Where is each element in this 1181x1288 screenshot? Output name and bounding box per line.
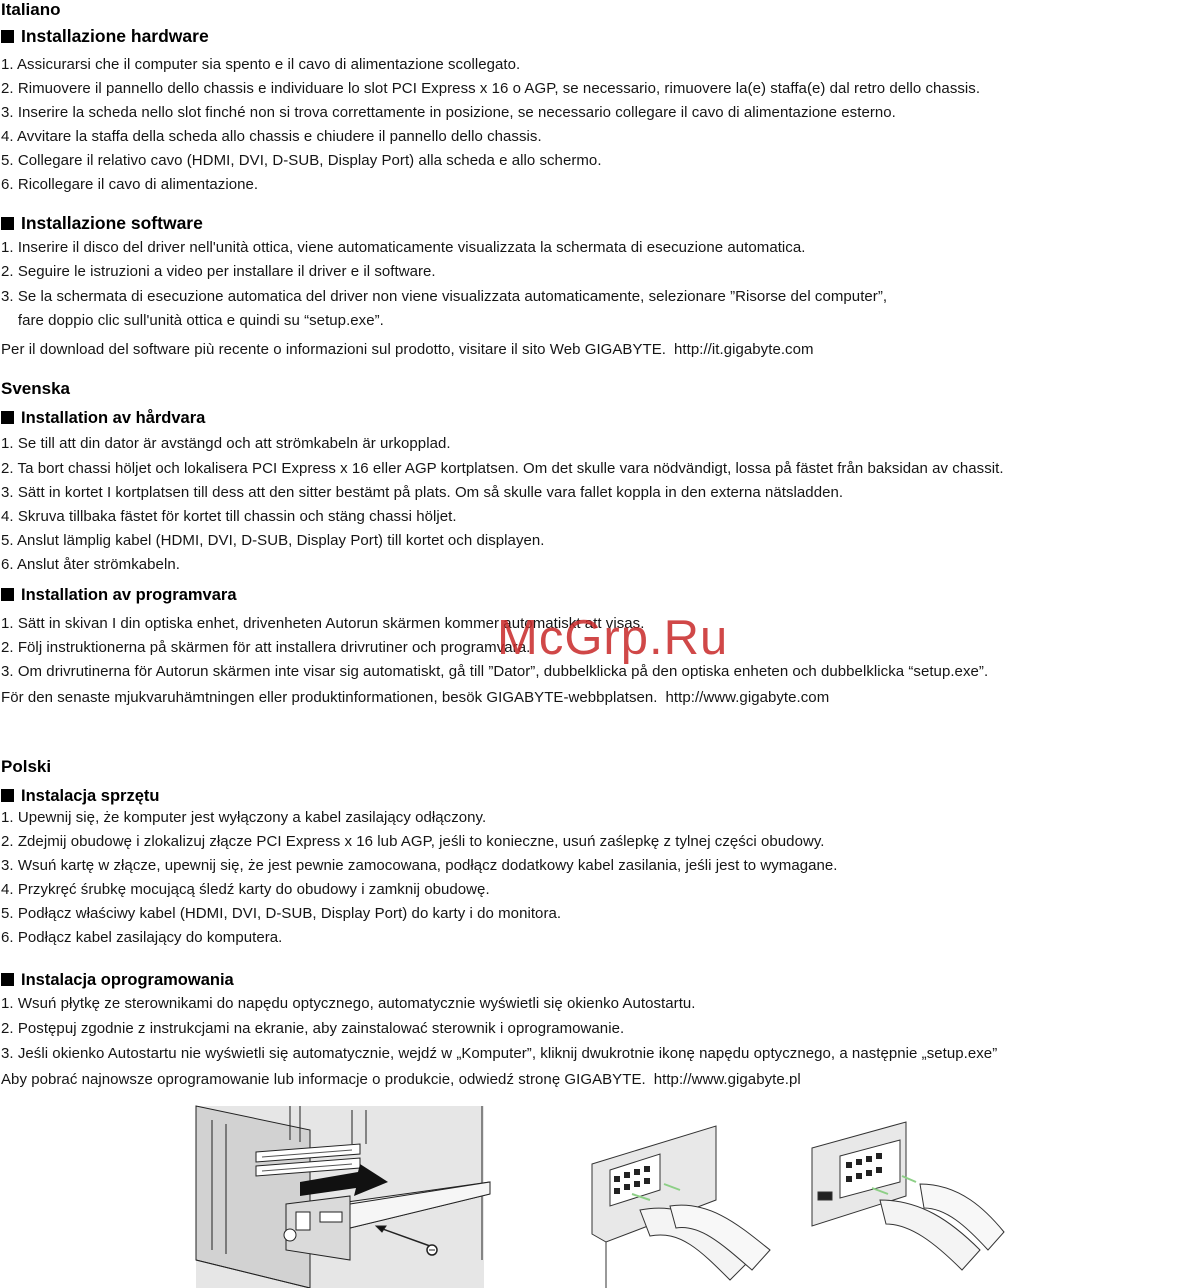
download-text: Per il download del software più recente o informazioni sul prodotto, visitare il sito Web GIGABYTE. (1, 341, 667, 358)
website-link[interactable]: http://www.gigabyte.pl (653, 1071, 801, 1088)
step-line: 1. Wsuń płytkę ze sterownikami do napędu optycznego, automatycznie wyświetli się okienko Autostartu. (1, 995, 696, 1012)
step-line: 2. Zdejmij obudowę i zlokalizuj złącze PCI Express x 16 lub AGP, jeśli to konieczne, usuń zaślepkę z tylnej części obudowy. (1, 833, 825, 850)
installation-illustrations (0, 1100, 1181, 1288)
section-title: Instalacja oprogramowania (21, 971, 234, 989)
step-line: 3. Om drivrutinerna för Autorun skärmen inte visar sig automatiskt, gå till ”Dator”, dubbelklicka på den optiska enheten och dubbelklicka “setup.exe”. (1, 663, 989, 680)
language-heading-polski: Polski (1, 757, 52, 776)
download-note-svenska (1, 689, 829, 706)
section-title: Installazione hardware (21, 26, 209, 46)
step-line: 2. Följ instruktionerna på skärmen för att installera drivrutiner och programvara. (1, 639, 531, 656)
section-software-svenska (1, 586, 237, 605)
square-bullet-icon (1, 789, 14, 802)
section-software-italiano (1, 213, 203, 234)
step-line: 3. Sätt in kortet I kortplatsen till dess att den sitter bestämt på plats. Om så skulle vara fallet koppla in den externa nätsladden. (1, 484, 844, 501)
section-title: Installation av programvara (21, 586, 237, 604)
square-bullet-icon (1, 217, 14, 230)
step-line: 1. Assicurarsi che il computer sia spento e il cavo di alimentazione scollegato. (1, 56, 521, 73)
section-title: Instalacja sprzętu (21, 787, 160, 805)
square-bullet-icon (1, 30, 14, 43)
download-text: Aby pobrać najnowsze oprogramowanie lub informacje o produkcie, odwiedź stronę GIGABYTE. (1, 1071, 646, 1088)
step-line: 2. Seguire le istruzioni a video per installare il driver e il software. (1, 263, 436, 280)
square-bullet-icon (1, 411, 14, 424)
download-note-italiano (1, 341, 814, 358)
step-line: 1. Inserire il disco del driver nell'unità ottica, viene automaticamente visualizzata la schermata di esecuzione automatica. (1, 239, 806, 256)
square-bullet-icon (1, 973, 14, 986)
step-line: fare doppio clic sull'unità ottica e quindi su “setup.exe”. (1, 312, 384, 329)
download-note-polski (1, 1071, 801, 1088)
watermark-logo: McGrp.Ru (497, 611, 729, 665)
step-line: 2. Postępuj zgodnie z instrukcjami na ekranie, aby zainstalować sterownik i oprogramowanie. (1, 1020, 625, 1037)
step-line: 2. Rimuovere il pannello dello chassis e individuare lo slot PCI Express x 16 o AGP, se necessario, rimuovere la(e) staffa(e) dal retro dello chassis. (1, 80, 981, 97)
step-line: 3. Inserire la scheda nello slot finché non si trova correttamente in posizione, se necessario collegare il cavo di alimentazione esterno. (1, 104, 896, 121)
step-line: 5. Collegare il relativo cavo (HDMI, DVI, D-SUB, Display Port) alla scheda e allo schermo. (1, 152, 602, 169)
section-title: Installation av hårdvara (21, 409, 206, 427)
step-line: 1. Se till att din dator är avstängd och att strömkabeln är urkopplad. (1, 435, 451, 452)
square-bullet-icon (1, 588, 14, 601)
section-hardware-italiano (1, 26, 209, 47)
step-line: 4. Avvitare la staffa della scheda allo chassis e chiudere il pannello dello chassis. (1, 128, 542, 145)
website-link[interactable]: http://www.gigabyte.com (665, 689, 830, 706)
step-line: 6. Podłącz kabel zasilający do komputera. (1, 929, 283, 946)
download-text: För den senaste mjukvaruhämtningen eller produktinformationen, besök GIGABYTE-webbplatsen. (1, 689, 658, 706)
card-insertion-illustration (0, 1100, 1181, 1288)
step-line: 1. Sätt in skivan I din optiska enhet, drivenheten Autorun skärmen kommer automatiskt att visas. (1, 615, 645, 632)
step-line: 6. Ricollegare il cavo di alimentazione. (1, 176, 259, 193)
step-line: 4. Przykręć śrubkę mocującą śledź karty do obudowy i zamknij obudowę. (1, 881, 490, 898)
section-title: Installazione software (21, 213, 203, 233)
step-line: 5. Podłącz właściwy kabel (HDMI, DVI, D-SUB, Display Port) do karty i do monitora. (1, 905, 562, 922)
step-line: 3. Se la schermata di esecuzione automatica del driver non viene visualizzata automaticamente, selezionare ”Risorse del computer”, (1, 288, 888, 305)
step-line: 4. Skruva tillbaka fästet för kortet till chassin och stäng chassi höljet. (1, 508, 457, 525)
step-line: 6. Anslut åter strömkabeln. (1, 556, 180, 573)
language-heading-svenska: Svenska (1, 379, 70, 398)
section-hardware-polski (1, 787, 159, 806)
step-line: 2. Ta bort chassi höljet och lokalisera PCI Express x 16 eller AGP kortplatsen. Om det skulle vara nödvändigt, lossa på fästet från baksidan av chassit. (1, 460, 1004, 477)
step-line: 5. Anslut lämplig kabel (HDMI, DVI, D-SUB, Display Port) till kortet och displayen. (1, 532, 545, 549)
step-line: 3. Wsuń kartę w złącze, upewnij się, że jest pewnie zamocowana, podłącz dodatkowy kabel zasilania, jeśli jest to wymagane. (1, 857, 838, 874)
section-software-polski (1, 971, 234, 990)
section-hardware-svenska (1, 409, 205, 428)
website-link[interactable]: http://it.gigabyte.com (674, 341, 814, 358)
language-heading-italiano: Italiano (1, 0, 61, 19)
step-line: 1. Upewnij się, że komputer jest wyłączony a kabel zasilający odłączony. (1, 809, 487, 826)
step-line: 3. Jeśli okienko Autostartu nie wyświetli się automatycznie, wejdź w „Komputer”, kliknij dwukrotnie ikonę napędu optycznego, a następnie „setup.exe” (1, 1045, 998, 1062)
